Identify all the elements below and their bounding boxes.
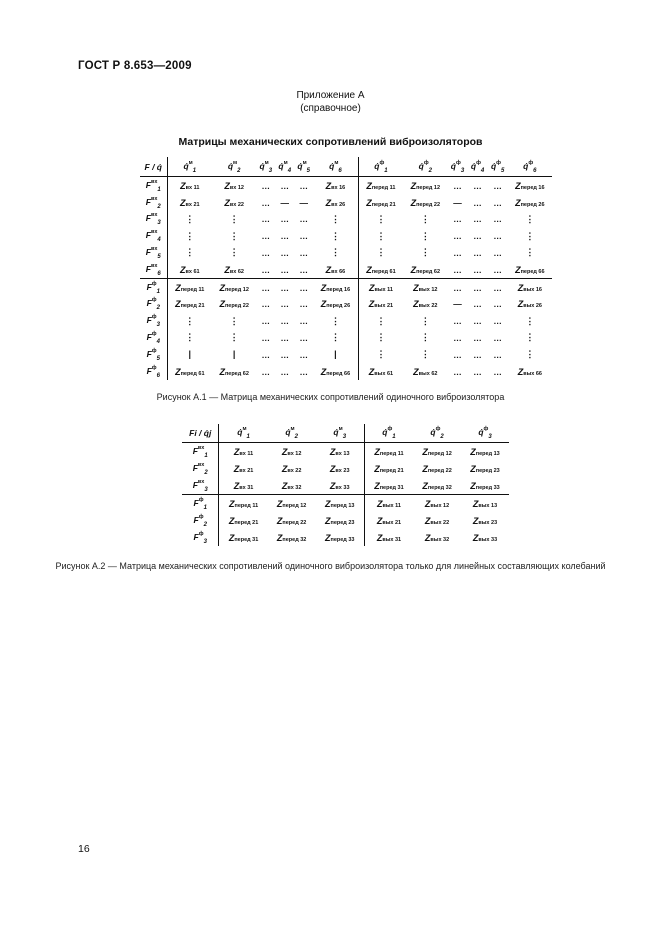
fig1-cell: … [280, 231, 289, 242]
fig1-cell: | [313, 346, 358, 363]
matrix-figure-2 [182, 424, 509, 546]
fig1-col-header: q̇$^м_5$ [294, 157, 313, 177]
fig1-cell: … [473, 299, 482, 310]
fig2-corner-label: Fi / q̇j [182, 424, 219, 443]
fig2-row [182, 477, 509, 495]
fig1-col-header: q̇$^ф_1$ [358, 157, 403, 177]
fig1-cell: ⋮ [525, 315, 535, 326]
fig1-cell: ⋮ [313, 330, 358, 347]
fig1-cell: … [453, 180, 462, 191]
fig2-cell: Zвых 11 [364, 495, 413, 513]
fig1-row [140, 346, 552, 363]
fig1-cell: … [473, 366, 482, 377]
fig1-cell: … [299, 316, 308, 327]
fig2-col-header: q̇$^м_1$ [219, 424, 268, 443]
fig1-cell: … [261, 299, 271, 310]
fig1-cell: … [453, 349, 462, 360]
fig1-row [140, 279, 552, 296]
fig1-cell: ⋮ [185, 230, 195, 241]
fig2-col-header: q̇$^м_3$ [316, 424, 365, 443]
fig1-cell: ⋮ [525, 349, 535, 360]
fig1-cell: … [473, 231, 482, 242]
fig2-cell: Zвых 33 [472, 532, 498, 543]
fig1-cell: ⋮ [420, 332, 430, 343]
fig1-cell: … [493, 299, 502, 310]
fig1-cell: Zперед 66 [515, 264, 545, 275]
fig1-cell: … [280, 299, 289, 310]
matrix-figure-1 [140, 157, 552, 380]
fig2-cell: Zвх 22 [281, 463, 302, 474]
fig2-cell: Zвых 12 [413, 495, 461, 513]
fig2-cell: Zперед 23 [470, 463, 500, 474]
fig1-cell: … [473, 316, 482, 327]
fig2-cell: Zвх 23 [316, 460, 365, 477]
fig1-cell: — [453, 197, 462, 208]
fig1-corner-label: F / q̇ [140, 157, 167, 177]
fig2-cell: Zвых 21 [376, 515, 402, 526]
fig1-cell: ⋮ [420, 349, 430, 360]
fig2-row-header: $F^ф_1$ [182, 495, 219, 513]
fig1-cell: Zвх 62 [224, 264, 244, 275]
fig1-cell: ⋮ [229, 213, 239, 224]
fig1-cell: ⋮ [525, 247, 535, 258]
fig1-cell: ⋮ [313, 313, 358, 330]
fig1-cell: … [473, 247, 482, 258]
fig1-cell: Zперед 62 [410, 264, 441, 275]
fig1-cell: ⋮ [229, 315, 239, 326]
fig1-cell: ⋮ [525, 213, 535, 224]
fig1-row [140, 228, 552, 245]
fig1-cell: … [493, 197, 502, 208]
fig1-col-header: q̇$^м_2$ [212, 157, 256, 177]
fig1-cell: ⋮ [229, 230, 239, 241]
fig2-cell: Zвых 32 [424, 532, 450, 543]
fig1-row [140, 296, 552, 313]
fig1-cell: Zперед 21 [175, 299, 205, 310]
fig1-cell: … [493, 332, 502, 343]
fig1-cell: ⋮ [313, 211, 358, 228]
fig1-col-header: q̇$^ф_6$ [508, 157, 552, 177]
fig1-cell: Zвх 12 [224, 180, 244, 191]
fig1-cell: … [299, 366, 308, 377]
fig1-cell: … [473, 214, 482, 225]
fig1-cell: Zперед 21 [366, 197, 396, 208]
fig2-cell: Zперед 22 [422, 463, 452, 474]
fig1-cell: — [299, 197, 308, 208]
fig2-cell: Zперед 11 [219, 495, 268, 513]
fig1-cell: ⋮ [313, 228, 358, 245]
fig1-row-header: $F^{вх}_1$ [140, 177, 167, 194]
fig1-cell: Zвых 61 [368, 366, 394, 377]
fig1-cell: … [261, 366, 271, 377]
fig1-cell: … [473, 180, 482, 191]
fig1-cell: ⋮ [229, 332, 239, 343]
fig1-cell: … [280, 316, 289, 327]
fig1-cell: Zвых 26 [517, 299, 542, 310]
fig1-row [140, 211, 552, 228]
fig2-row-header: $F^ф_2$ [182, 512, 219, 529]
fig2-cell: Zвх 12 [281, 446, 302, 457]
fig2-row [182, 512, 509, 529]
fig1-cell: … [453, 214, 462, 225]
fig1-cell: — [453, 299, 462, 310]
fig1-cell: Zвх 21 [179, 197, 200, 208]
appendix-title: Приложение А [296, 90, 365, 101]
fig1-cell: … [453, 316, 462, 327]
fig2-cell: Zвых 31 [376, 532, 402, 543]
fig2-cell: Zвх 13 [316, 443, 365, 461]
fig2-cell: Zперед 32 [276, 532, 307, 543]
fig2-cell: Zперед 21 [374, 463, 404, 474]
fig1-cell: … [493, 231, 502, 242]
fig1-cell: … [280, 214, 289, 225]
fig1-cell: … [261, 332, 271, 343]
fig1-row [140, 245, 552, 262]
fig2-cell: Zперед 11 [374, 446, 404, 457]
fig1-cell: ⋮ [376, 349, 386, 360]
fig1-cell: Zперед 62 [219, 366, 249, 377]
fig2-cell: Zвх 11 [233, 446, 254, 457]
fig1-cell: Zперед 66 [313, 363, 358, 380]
fig1-row-header: $F^ф_1$ [140, 279, 167, 296]
fig2-cell: Zперед 23 [316, 512, 365, 529]
fig1-cell: … [294, 279, 313, 296]
fig2-cell: Zперед 21 [228, 515, 259, 526]
appendix-subtitle: (справочное) [300, 103, 361, 114]
fig1-col-header: q̇$^ф_2$ [403, 157, 447, 177]
fig1-cell: … [473, 197, 482, 208]
fig1-cell: … [280, 366, 289, 377]
fig1-cell: — [280, 197, 289, 208]
fig1-row [140, 194, 552, 211]
fig2-cell: Zвых 23 [472, 515, 498, 526]
fig1-cell: Zперед 22 [410, 197, 441, 208]
fig1-cell: … [299, 299, 308, 310]
fig2-cell: Zвых 22 [424, 515, 450, 526]
fig1-row-header: $F^ф_3$ [140, 313, 167, 330]
fig1-cell: ⋮ [229, 247, 239, 258]
fig1-col-header: q̇$^м_6$ [313, 157, 358, 177]
fig1-cell: ⋮ [376, 230, 386, 241]
fig1-row-header: $F^{вх}_6$ [140, 261, 167, 278]
fig2-cell: Zперед 31 [374, 480, 404, 491]
fig1-row-header: $F^ф_2$ [140, 296, 167, 313]
fig1-row-header: $F^{вх}_2$ [140, 194, 167, 211]
fig1-row [140, 261, 552, 278]
fig1-cell: … [493, 349, 502, 360]
fig1-cell: … [280, 180, 289, 191]
document-header: ГОСТ Р 8.653—2009 [78, 60, 192, 72]
fig2-cell: Zвх 33 [316, 477, 365, 495]
fig1-cell: … [280, 332, 289, 343]
fig2-cell: Zвых 13 [461, 495, 509, 513]
fig1-cell: ⋮ [185, 213, 195, 224]
fig1-cell: … [256, 279, 275, 296]
fig1-cell: Zвх 26 [313, 194, 358, 211]
fig1-cell: Zперед 11 [167, 279, 212, 296]
fig2-cell: Zперед 31 [228, 532, 259, 543]
fig1-cell: Zперед 12 [212, 279, 256, 296]
fig1-cell: … [261, 214, 271, 225]
fig1-cell: Zвых 62 [413, 366, 438, 377]
fig2-cell: Zперед 12 [268, 495, 316, 513]
fig1-cell: ⋮ [525, 332, 535, 343]
fig1-cell: … [261, 180, 271, 191]
fig2-row-header: $F^{вх}_2$ [182, 460, 219, 477]
fig2-cell: Zперед 33 [470, 480, 500, 491]
fig1-cell: Zвых 11 [358, 279, 403, 296]
fig1-cell: … [299, 214, 308, 225]
fig1-cell: ⋮ [376, 213, 386, 224]
fig1-cell: ⋮ [313, 245, 358, 262]
fig1-cell: ⋮ [376, 315, 386, 326]
fig1-cell: … [493, 180, 502, 191]
fig2-col-header: q̇$^ф_3$ [461, 424, 509, 443]
fig2-cell: Zвх 21 [233, 463, 254, 474]
fig1-cell: … [275, 279, 294, 296]
fig1-cell: Zвых 12 [403, 279, 447, 296]
fig1-cell: … [261, 197, 271, 208]
fig1-cell: ⋮ [525, 230, 535, 241]
fig2-col-header: q̇$^ф_1$ [364, 424, 413, 443]
fig1-cell: Zвых 66 [517, 366, 542, 377]
fig1-cell: … [493, 366, 502, 377]
fig1-cell: … [280, 349, 289, 360]
fig1-row-header: $F^ф_6$ [140, 363, 167, 380]
fig1-col-header: q̇$^ф_5$ [488, 157, 508, 177]
fig1-row [140, 177, 552, 194]
fig1-cell: … [453, 247, 462, 258]
fig1-row-header: $F^{вх}_4$ [140, 228, 167, 245]
fig1-cell: … [299, 247, 308, 258]
fig1-cell: ⋮ [420, 315, 430, 326]
page-number: 16 [78, 843, 90, 855]
fig2-row-header: $F^{вх}_1$ [182, 443, 219, 461]
fig1-cell: … [261, 316, 271, 327]
fig1-cell: … [453, 264, 462, 275]
fig1-cell: … [299, 349, 308, 360]
fig1-cell: | [188, 349, 192, 360]
fig1-cell: Zперед 26 [515, 197, 545, 208]
fig1-cell: … [493, 264, 502, 275]
fig2-row [182, 443, 509, 461]
fig1-cell: Zвх 11 [180, 180, 200, 191]
fig2-row [182, 495, 509, 513]
figure-2-caption: Рисунок А.2 — Матрица механических сопротивлений одиночного виброизолятора только для линейных составляющих колебаний [55, 561, 606, 571]
fig1-cell: … [299, 264, 308, 275]
fig1-col-header: q̇$^ф_4$ [468, 157, 488, 177]
fig1-cell: ⋮ [420, 247, 430, 258]
fig1-cell: Zперед 61 [175, 366, 205, 377]
fig1-cell: | [232, 349, 236, 360]
fig1-cell: Zперед 16 [313, 279, 358, 296]
fig1-cell: Zперед 61 [366, 264, 396, 275]
fig1-cell: … [261, 264, 271, 275]
fig1-cell: … [299, 231, 308, 242]
fig1-cell: … [447, 279, 467, 296]
fig1-cell: … [473, 349, 482, 360]
fig1-cell: Zвых 21 [368, 299, 394, 310]
appendix-heading [0, 89, 661, 115]
fig1-cell: Zвх 66 [313, 261, 358, 278]
fig1-cell: ⋮ [420, 230, 430, 241]
fig1-cell: … [261, 231, 271, 242]
fig1-cell: Zвх 16 [313, 177, 358, 194]
fig2-row [182, 529, 509, 546]
fig2-cell: Zперед 12 [422, 446, 452, 457]
section-title: Матрицы механических сопротивлений виброизоляторов [178, 136, 483, 148]
fig1-col-header: q̇$^м_3$ [256, 157, 275, 177]
fig1-row-header: $F^ф_4$ [140, 330, 167, 347]
fig1-cell: … [261, 247, 271, 258]
fig2-row-header: $F^{вх}_3$ [182, 477, 219, 495]
fig2-cell: Zперед 13 [316, 495, 365, 513]
fig1-cell: … [453, 231, 462, 242]
fig1-cell: Zвх 22 [224, 197, 244, 208]
fig1-cell: ⋮ [420, 213, 430, 224]
fig1-cell: … [473, 264, 482, 275]
fig1-cell: … [280, 247, 289, 258]
fig2-cell: Zперед 22 [276, 515, 307, 526]
fig1-row [140, 313, 552, 330]
fig1-cell: … [299, 332, 308, 343]
fig1-cell: ⋮ [185, 315, 195, 326]
fig1-row [140, 330, 552, 347]
fig1-cell: ⋮ [185, 332, 195, 343]
fig1-cell: … [299, 180, 308, 191]
fig1-cell: Zвх 61 [179, 264, 200, 275]
fig1-cell: … [493, 247, 502, 258]
fig1-row-header: $F^ф_5$ [140, 346, 167, 363]
fig1-cell: Zперед 26 [313, 296, 358, 313]
fig2-row [182, 460, 509, 477]
fig2-row-header: $F^ф_3$ [182, 529, 219, 546]
fig2-col-header: q̇$^м_2$ [268, 424, 316, 443]
fig2-cell: Zперед 13 [470, 446, 500, 457]
fig1-cell: … [493, 316, 502, 327]
fig1-col-header: q̇$^м_4$ [275, 157, 294, 177]
fig1-cell: … [488, 279, 508, 296]
fig2-cell: Zперед 33 [316, 529, 365, 546]
fig1-cell: … [468, 279, 488, 296]
fig1-cell: Zперед 12 [410, 180, 441, 191]
fig1-cell: Zвых 16 [508, 279, 552, 296]
fig1-row [140, 363, 552, 380]
fig1-cell: ⋮ [376, 332, 386, 343]
figure-1-caption: Рисунок А.1 — Матрица механических сопротивлений одиночного виброизолятора [156, 392, 505, 402]
fig2-cell: Zвх 32 [281, 480, 302, 491]
fig1-col-header: q̇$^ф_3$ [447, 157, 467, 177]
fig1-row-header: $F^{вх}_5$ [140, 245, 167, 262]
fig1-cell: Zперед 11 [366, 180, 396, 191]
fig1-cell: … [453, 332, 462, 343]
fig1-cell: … [280, 264, 289, 275]
fig1-cell: ⋮ [185, 247, 195, 258]
fig2-cell: Zперед 32 [422, 480, 452, 491]
fig1-cell: Zперед 22 [219, 299, 249, 310]
fig1-cell: Zперед 16 [515, 180, 545, 191]
fig1-cell: Zвых 22 [413, 299, 438, 310]
fig1-row-header: $F^{вх}_3$ [140, 211, 167, 228]
fig1-cell: … [473, 332, 482, 343]
fig1-cell: … [453, 366, 462, 377]
fig1-cell: … [493, 214, 502, 225]
fig1-col-header: q̇$^м_1$ [167, 157, 212, 177]
fig2-col-header: q̇$^ф_2$ [413, 424, 461, 443]
fig1-cell: … [261, 349, 271, 360]
fig1-cell: ⋮ [376, 247, 386, 258]
fig2-cell: Zвх 31 [233, 480, 254, 491]
